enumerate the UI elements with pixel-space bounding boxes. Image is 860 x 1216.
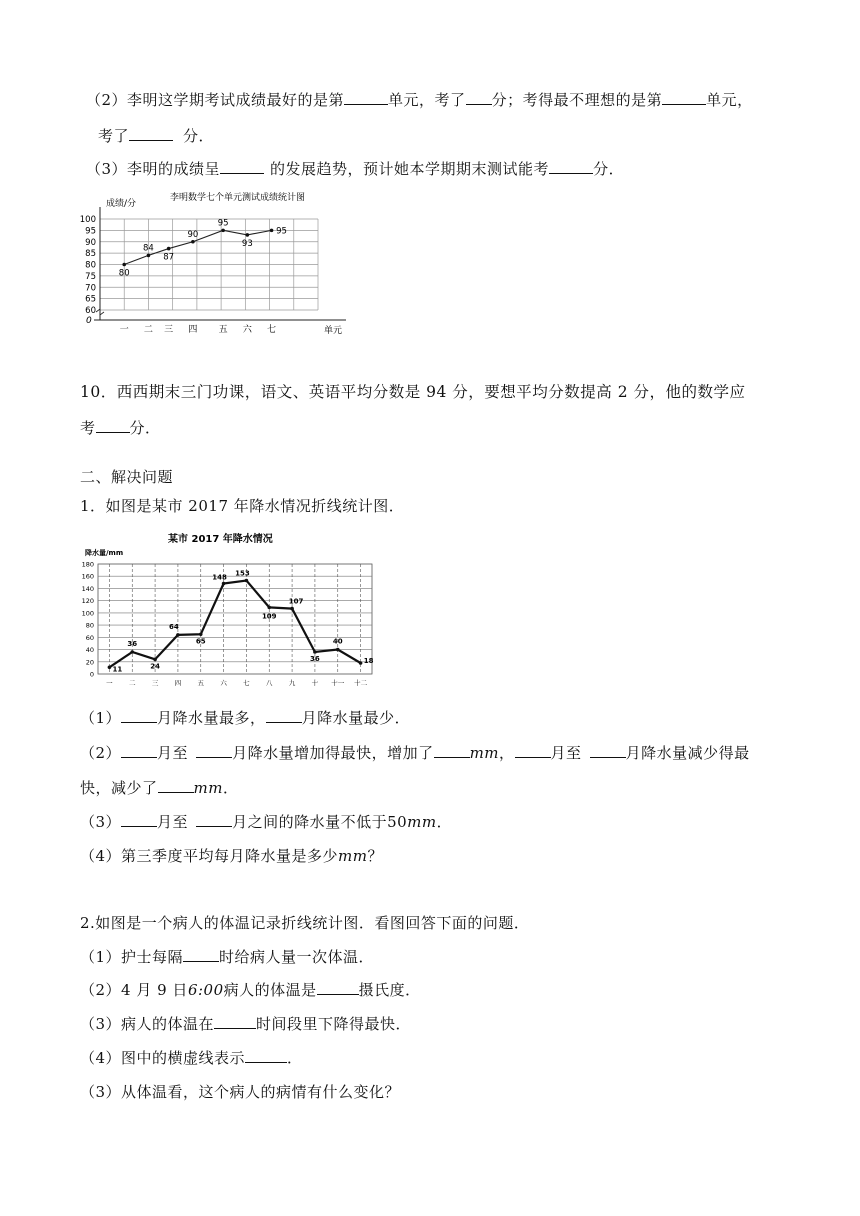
chart2-xtick-label: 八 xyxy=(266,679,273,687)
answer-blank[interactable] xyxy=(245,1048,287,1063)
chart1-data-point xyxy=(270,229,274,233)
q1-p1-text-a: （1） xyxy=(80,709,122,727)
q1-p2-text-e: ， xyxy=(499,744,515,762)
chart2-xtick-label: 十一 xyxy=(331,679,345,687)
q2-part3 xyxy=(80,1014,411,1034)
chart2-xtick-label: 七 xyxy=(243,679,250,687)
q2-part2 xyxy=(80,980,421,1000)
chart2-data-label: 64 xyxy=(169,622,179,631)
chart2-data-label: 153 xyxy=(235,569,250,578)
chart1-ytick-label: 100 xyxy=(79,215,96,225)
chart2-xtick-label: 十 xyxy=(311,679,319,687)
chart1-xtick-label: 七 xyxy=(267,325,277,335)
precipitation-line-chart xyxy=(76,528,378,692)
q10-text-a: 考 xyxy=(80,419,96,437)
q1-p2-text-a: （2） xyxy=(80,744,122,762)
chart1-xtick-label: 四 xyxy=(188,325,198,335)
q10-line2 xyxy=(80,418,161,438)
unit-mm: mm xyxy=(469,744,500,762)
q2-p4-text-a: （4）图中的横虚线表示 xyxy=(80,1049,246,1067)
chart2-data-label: 109 xyxy=(261,612,277,621)
answer-blank[interactable] xyxy=(590,743,626,758)
q1-p2-text-f: 月至 xyxy=(550,744,582,762)
answer-blank[interactable] xyxy=(121,708,157,723)
answer-blank[interactable] xyxy=(214,1014,256,1029)
answer-blank[interactable] xyxy=(196,812,232,827)
chart1-ytick-label: 95 xyxy=(85,226,96,237)
unit-mm: mm xyxy=(193,779,223,797)
q1-part3 xyxy=(80,812,452,832)
chart2-data-point xyxy=(130,650,134,654)
chart1-ytick-label: 75 xyxy=(85,271,96,282)
chart2-data-point xyxy=(108,665,112,669)
answer-blank[interactable] xyxy=(549,159,593,174)
chart2-data-label: 40 xyxy=(332,637,343,646)
answer-blank[interactable] xyxy=(96,418,130,433)
chart2-xtick-label: 十二 xyxy=(354,679,368,687)
q2-p2-text-a: （2）4 月 9 日 xyxy=(80,981,188,999)
chart2-data-point xyxy=(359,661,363,665)
q1-part4 xyxy=(80,846,383,866)
q1-p1-text-b: 月降水量最多， xyxy=(157,709,266,727)
unit-mm: mm xyxy=(407,813,437,831)
chart1-data-label: 90 xyxy=(187,229,199,240)
chart2-data-point xyxy=(267,606,271,610)
chart2-data-point xyxy=(199,632,203,636)
q9-p3-text-c: 分． xyxy=(593,160,625,178)
chart2-xtick-label: 一 xyxy=(106,679,113,687)
chart2-xtick-label: 二 xyxy=(129,679,136,687)
chart2-data-point xyxy=(336,648,340,652)
q9-p2-text-c: 分；考得最不理想的是第 xyxy=(491,91,663,109)
q2-p3-text-b: 时间段里下降得最快． xyxy=(256,1015,412,1033)
q2-p2-time: 6:00 xyxy=(187,981,224,999)
q9-p2-text-e: 考了 xyxy=(98,127,130,145)
chart2-data-point xyxy=(290,607,294,611)
answer-blank[interactable] xyxy=(466,90,492,105)
chart2-ytick-label: 120 xyxy=(81,597,94,606)
chart2-data-label: 36 xyxy=(127,640,138,648)
chart1-zero-label: 0 xyxy=(86,316,92,326)
q1-p2-text-b: 月至 xyxy=(157,744,189,762)
chart1-xtick-label: 五 xyxy=(218,325,228,335)
q1-p3-number: 50 xyxy=(387,813,408,831)
chart2-data-point xyxy=(313,650,317,654)
q9-part2-line2 xyxy=(98,126,214,146)
chart2-data-label: 107 xyxy=(288,597,304,606)
chart2-ytick-label: 100 xyxy=(81,609,94,618)
chart1-ytick-label: 65 xyxy=(85,294,96,305)
q9-p2-text-a: （2）李明这学期考试成绩最好的是第 xyxy=(86,91,345,109)
q1-p4-text-a: （4）第三季度平均每月降水量是多少 xyxy=(80,847,339,865)
score-line-chart xyxy=(78,186,378,338)
q2-p1-text-b: 时给病人量一次体温． xyxy=(219,948,375,966)
answer-blank[interactable] xyxy=(196,743,232,758)
chart1-data-point xyxy=(167,247,171,251)
answer-blank[interactable] xyxy=(266,708,302,723)
chart2-data-label: 148 xyxy=(212,573,227,582)
q1-p3-text-f: ． xyxy=(436,813,453,831)
answer-blank[interactable] xyxy=(434,743,470,758)
answer-blank[interactable] xyxy=(158,778,194,793)
chart1-ylabel: 成绩/分 xyxy=(106,199,137,209)
answer-blank[interactable] xyxy=(344,90,388,105)
chart2-data-point xyxy=(153,658,157,662)
q10-line1: 10．西西期末三门功课，语文、英语平均分数是 94 分，要想平均分数提高 2 分，他的数学应 xyxy=(80,383,746,401)
chart2-data-label: 18 xyxy=(363,657,374,665)
chart1-ytick-label: 60 xyxy=(85,306,96,316)
q10-text-b: 分． xyxy=(129,419,161,437)
q2-p4-text-b: ． xyxy=(287,1049,303,1067)
q1-p2-text-c: 月降水量增加得最快，增加了 xyxy=(232,744,434,762)
chart1-data-label: 84 xyxy=(143,243,154,254)
chart2-frame xyxy=(98,564,372,674)
q2-part1 xyxy=(80,947,374,967)
q2-p2-text-c: 病人的体温是 xyxy=(223,981,317,999)
chart2-xtick-label: 九 xyxy=(288,679,296,687)
chart1-title: 李明数学七个单元测试成绩统计图 xyxy=(170,193,306,203)
q1-p2-text-j: ． xyxy=(222,779,239,797)
chart2-title: 某市 2017 年降水情况 xyxy=(168,534,273,545)
chart1-xtick-label: 一 xyxy=(119,325,129,335)
chart2-xtick-label: 六 xyxy=(220,679,227,687)
chart2-ytick-label: 60 xyxy=(85,633,94,642)
chart2-xtick-label: 三 xyxy=(151,679,159,687)
chart1-data-label: 87 xyxy=(163,252,175,263)
q9-part3-line xyxy=(86,159,624,179)
answer-blank[interactable] xyxy=(220,159,264,174)
chart2-data-point xyxy=(245,579,249,583)
chart2-data-label: 65 xyxy=(195,637,206,646)
chart1-ytick-label: 80 xyxy=(85,260,96,271)
chart1-data-point xyxy=(246,233,250,237)
q2-intro: 2.如图是一个病人的体温记录折线统计图．看图回答下面的问题． xyxy=(80,914,530,932)
chart1-data-point xyxy=(147,254,151,258)
q1-p3-text-c: 月之间的降水量不低于 xyxy=(232,813,388,831)
chart1-data-label: 80 xyxy=(118,268,130,279)
q2-p3-text-a: （3）病人的体温在 xyxy=(80,1015,215,1033)
chart2-data-label: 24 xyxy=(150,662,160,671)
chart2-ytick-label: 20 xyxy=(85,658,94,667)
chart1-ytick-label: 85 xyxy=(85,249,96,260)
chart2-data-point xyxy=(176,633,180,637)
chart1-data-label: 93 xyxy=(241,238,253,249)
chart2-xtick-label: 五 xyxy=(197,679,204,687)
chart1-data-point xyxy=(221,229,225,233)
answer-blank[interactable] xyxy=(662,90,706,105)
chart2-ytick-label: 160 xyxy=(81,572,94,581)
q2-part5: （3）从体温看，这个病人的病情有什么变化？ xyxy=(80,1083,401,1101)
q2-p2-text-d: 摄氏度． xyxy=(358,981,421,999)
q9-p2-text-d: 单元， xyxy=(706,91,753,109)
q9-part2-line1 xyxy=(86,90,753,110)
chart1-data-point xyxy=(191,240,195,244)
q2-part4 xyxy=(80,1048,303,1068)
answer-blank[interactable] xyxy=(121,812,157,827)
answer-blank[interactable] xyxy=(121,743,157,758)
chart2-xtick-label: 四 xyxy=(174,679,182,687)
q1-p4-text-c: ？ xyxy=(367,847,384,865)
chart1-data-label: 95 xyxy=(217,218,229,229)
q9-p3-text-b: 的发展趋势，预计她本学期期末测试能考 xyxy=(270,160,550,178)
unit-mm: mm xyxy=(338,847,368,865)
answer-blank[interactable] xyxy=(515,743,551,758)
answer-blank[interactable] xyxy=(317,980,359,995)
chart2-ytick-label: 180 xyxy=(81,560,94,569)
q1-p3-text-a: （3） xyxy=(80,813,122,831)
chart2-data-label: 36 xyxy=(310,655,320,663)
chart2-ytick-label: 40 xyxy=(85,646,94,655)
chart2-ytick-label: 0 xyxy=(89,670,94,679)
q1-p2-text-h: 快，减少了 xyxy=(80,779,158,797)
q1-intro: 1．如图是某市 2017 年降水情况折线统计图． xyxy=(80,497,405,515)
chart1-ytick-label: 90 xyxy=(85,237,96,248)
q1-part1 xyxy=(80,708,410,728)
answer-blank[interactable] xyxy=(129,126,173,141)
q1-p1-text-c: 月降水量最少． xyxy=(301,709,411,727)
chart1-xtick-label: 六 xyxy=(242,325,252,335)
chart2-ytick-label: 140 xyxy=(81,584,94,593)
q1-part2-line1 xyxy=(80,743,750,763)
chart1-xtick-label: 二 xyxy=(143,325,153,335)
chart2-ytick-label: 80 xyxy=(85,621,94,630)
chart2-data-point xyxy=(222,582,226,586)
chart1-xtick-label: 三 xyxy=(164,325,174,335)
q1-p2-text-g: 月降水量减少得最 xyxy=(625,744,750,762)
q1-part2-line2 xyxy=(80,778,238,798)
q9-p2-text-f: 分． xyxy=(183,127,215,145)
q2-p1-text-a: （1）护士每隔 xyxy=(80,948,184,966)
chart2-ylabel: 降水量/mm xyxy=(85,549,124,557)
q9-p2-text-b: 单元，考了 xyxy=(388,91,466,109)
chart2-data-label: 11 xyxy=(112,665,123,674)
section-heading: 二、解决问题 xyxy=(80,468,174,486)
chart1-data-point xyxy=(122,263,126,267)
q9-p3-text-a: （3）李明的成绩呈 xyxy=(86,160,221,178)
chart1-xlabel: 单元 xyxy=(324,326,343,336)
chart1-ytick-label: 70 xyxy=(85,283,96,294)
chart1-data-label: 95 xyxy=(276,226,287,237)
answer-blank[interactable] xyxy=(183,947,219,962)
q1-p3-text-b: 月至 xyxy=(157,813,189,831)
